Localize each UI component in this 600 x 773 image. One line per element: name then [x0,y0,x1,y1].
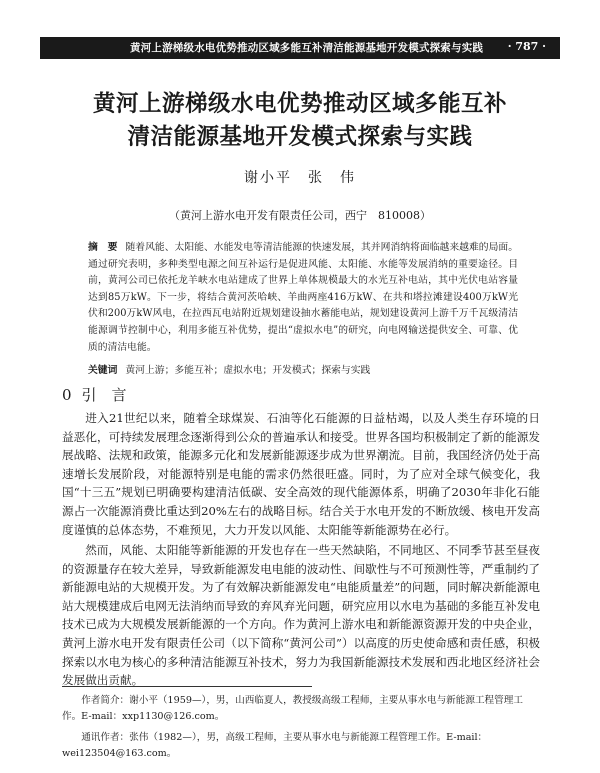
page-number: · 787 · [507,40,546,53]
running-header [40,37,560,59]
author-affiliation: （黄河上游水电开发有限责任公司，西宁 810008） [169,209,431,222]
author-names: 谢小平 张 伟 [244,170,356,186]
author-footnote: 作者简介：谢小平（1959—），男，山西临夏人，教授级高级工程师，主要从事水电与新能源工程管理工作。E-mail：xxp1130@126.com。 [62,695,523,722]
section-heading [62,384,127,405]
section-number: 0 [62,386,72,404]
abstract-text: 随着风能、太阳能、水能发电等清洁能源的快速发展，其并网消纳将面临越来越难的局面。通过研究表明，多种类型电源之间互补运行是促进风能、太阳能、水能等发展消纳的重要途径。目前，黄河公司已依托龙羊峡水电站建成了世界上单体规模最大的水光互补电站，其中光伏电站容量达到85万kW。下一步，将结合黄河茨哈峡、羊曲两座416万kW、在共和塔拉滩建设400万kW光伏和200万kW风电，在拉西瓦电站附近规划建设抽水蓄能电站，规划建设黄河上游千万千瓦级清洁能源调节控制中心，利用多能互补优势，提出“虚拟水电”的研究，向电网输送提供安全、可靠、优质的清洁电能。 [88,242,519,353]
keywords-text: 黄河上游；多能互补；虚拟水电；开发模式；探索与实践 [125,365,371,376]
keywords [88,363,518,379]
section-title: 引 言 [81,386,127,404]
corresponding-author-footnote: 通讯作者：张伟（1982—），男，高级工程师，主要从事水电与新能源工程管理工作。E-mail：wei123504@163.com。 [62,732,488,759]
keywords-label: 关键词 [88,365,118,376]
article-title-line-2: 清洁能源基地开发模式探索与实践 [127,124,473,150]
body-paragraph-1: 进入21世纪以来，随着全球煤炭、石油等化石能源的日益枯竭，以及人类生存环境的日益恶化，可持续发展理念逐渐得到公众的普遍承认和接受。世界各国均积极制定了新的能源发展战略、法规和政策，能源多元化和发展新能源逐步成为世界潮流。目前，我国经济仍处于高速增长发展阶段，对能源特别是电能的需求仍然很旺盛。同时，为了应对全球气候变化，我国“十三五”规划已明确要构建清洁低碳、安全高效的现代能源体系，明确了2030年非化石能源占一次能源消费比重达到20%左右的战略目标。结合关于水电开发的不断放缓、核电开发高度谨慎的总体态势，不难预见，大力开发以风能、太阳能等新能源势在必行。 [62,411,540,537]
abstract [88,240,518,356]
article-title-line-1: 黄河上游梯级水电优势推动区域多能互补 [92,91,507,117]
footnote-divider [62,686,312,687]
body-paragraph-2: 然而，风能、太阳能等新能源的开发也存在一些天然缺陷，不同地区、不同季节甚至昼夜的资源量存在较大差异，导致新能源发电电能的波动性、间歇性与不可预测性等，严重制约了新能源电站的大规模开发。为了有效解决新能源发电“电能质量差”的问题，同时解决新能源电站大规模建成后电网无法消纳而导致的弃风弃光问题，研究应用以水电为基础的多能互补发电技术已成为大规模发展新能源的一个方向。作为黄河上游水电和新能源资源开发的中央企业，黄河上游水电开发有限责任公司（以下简称“黄河公司”）以高度的历史使命感和责任感，积极探索以水电为核心的多种清洁能源互补技术，努力为我国新能源技术发展和西北地区经济社会发展做出贡献。 [62,543,540,688]
abstract-label: 摘 要 [88,242,118,253]
running-title: 黄河上游梯级水电优势推动区域多能互补清洁能源基地开发模式探索与实践 [130,42,484,54]
